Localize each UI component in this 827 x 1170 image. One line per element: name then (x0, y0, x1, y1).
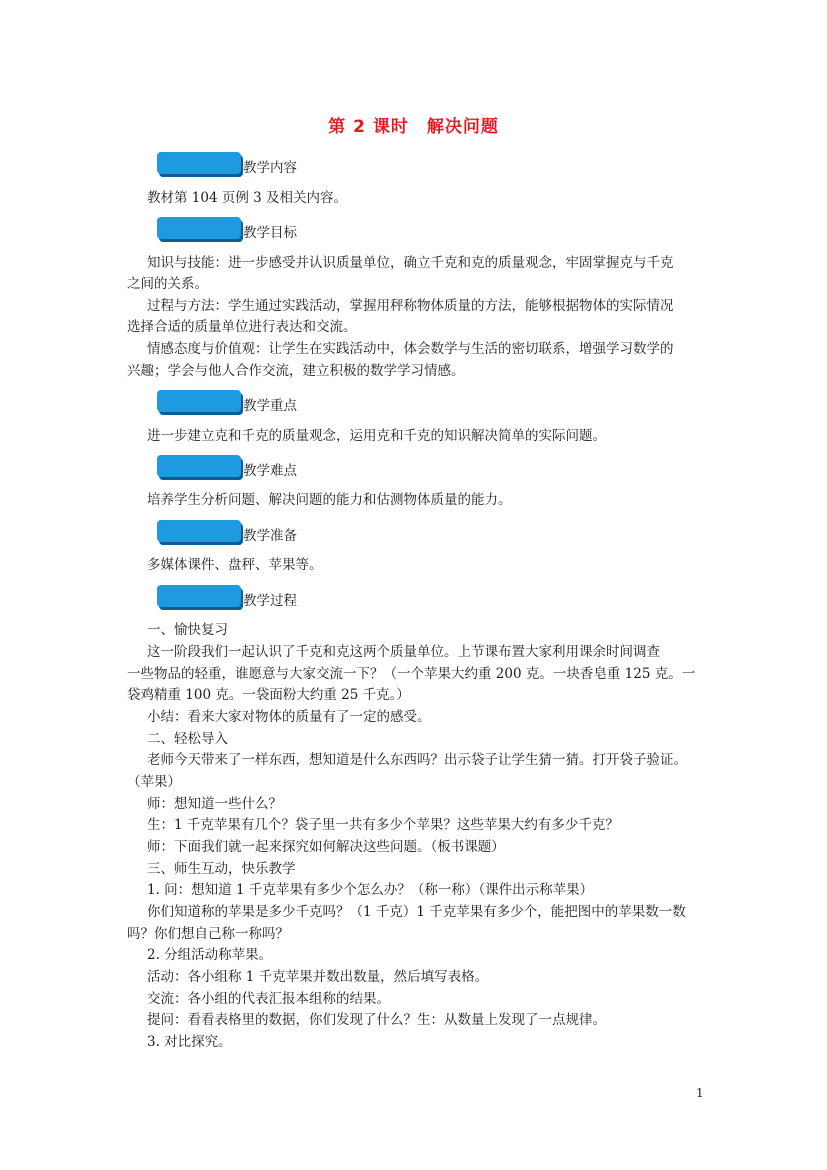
section-tag (157, 520, 241, 542)
section-heading-label: 教学重点 (243, 398, 297, 414)
text-line: 生：1 千克苹果有几个？袋子里一共有多少个苹果？这些苹果大约有多少千克？ (147, 817, 619, 833)
text-line: 一些物品的轻重，谁愿意与大家交流一下？（一个苹果大约重 200 克。一块香皂重 125 克。一 (127, 666, 696, 682)
section-heading-label: 教学内容 (243, 160, 297, 176)
page-title: 第 2 课时 解决问题 (328, 117, 499, 137)
text-line: 三、师生互动，快乐教学 (147, 861, 296, 877)
text-line: 进一步建立克和千克的质量观念，运用克和千克的知识解决简单的实际问题。 (147, 428, 606, 444)
text-line: （苹果） (127, 774, 181, 790)
text-line: 师：下面我们就一起来探究如何解决这些问题。（板书课题） (147, 839, 505, 855)
text-line: 老师今天带来了一样东西，想知道是什么东西吗？出示袋子让学生猜一猜。打开袋子验证。 (147, 752, 687, 768)
section-tag (157, 585, 241, 607)
text-line: 知识与技能：进一步感受并认识质量单位，确立千克和克的质量观念，牢固掌握克与千克 (147, 255, 674, 271)
text-line: 选择合适的质量单位进行表达和交流。 (127, 319, 357, 335)
text-line: 二、轻松导入 (147, 731, 228, 747)
text-line: 你们知道称的苹果是多少千克吗？（1 千克）1 千克苹果有多少个，能把图中的苹果数一数 (147, 904, 686, 920)
section-heading-label: 教学难点 (243, 463, 297, 479)
text-line: 1. 问：想知道 1 千克苹果有多少个怎么办？（称一称）（课件出示称苹果） (147, 882, 594, 898)
section-tag (157, 455, 241, 477)
page-number: 1 (696, 1086, 704, 1100)
text-line: 多媒体课件、盘秤、苹果等。 (147, 557, 323, 573)
section-heading-label: 教学目标 (243, 225, 297, 241)
text-line: 活动：各小组称 1 千克苹果并数出数量，然后填写表格。 (147, 969, 489, 985)
text-line: 3. 对比探究。 (147, 1034, 232, 1050)
text-line: 兴趣；学会与他人合作交流，建立积极的数学学习情感。 (127, 363, 465, 379)
text-line: 袋鸡精重 100 克。一袋面粉大约重 25 千克。） (127, 687, 410, 703)
text-line: 之间的关系。 (127, 276, 208, 292)
section-tag (157, 152, 241, 174)
text-line: 培养学生分析问题、解决问题的能力和估测物体质量的能力。 (147, 492, 512, 508)
text-line: 教材第 104 页例 3 及相关内容。 (147, 190, 348, 206)
text-line: 一、愉快复习 (147, 622, 228, 638)
text-line: 小结：看来大家对物体的质量有了一定的感受。 (147, 709, 431, 725)
text-line: 过程与方法：学生通过实践活动，掌握用秤称物体质量的方法，能够根据物体的实际情况 (147, 298, 674, 314)
text-line: 吗？你们想自己称一称吗？ (127, 926, 289, 942)
text-line: 交流：各小组的代表汇报本组称的结果。 (147, 991, 390, 1007)
text-line: 2. 分组活动称苹果。 (147, 947, 273, 963)
section-tag (157, 217, 241, 239)
section-heading-label: 教学准备 (243, 528, 297, 544)
text-line: 情感态度与价值观：让学生在实践活动中，体会数学与生活的密切联系，增强学习数学的 (147, 341, 674, 357)
section-tag (157, 390, 241, 412)
text-line: 这一阶段我们一起认识了千克和克这两个质量单位。上节课布置大家利用课余时间调查 (147, 644, 660, 660)
text-line: 提问：看看表格里的数据，你们发现了什么？生：从数量上发现了一点规律。 (147, 1012, 606, 1028)
section-heading-label: 教学过程 (243, 593, 297, 609)
text-line: 师：想知道一些什么？ (147, 796, 282, 812)
